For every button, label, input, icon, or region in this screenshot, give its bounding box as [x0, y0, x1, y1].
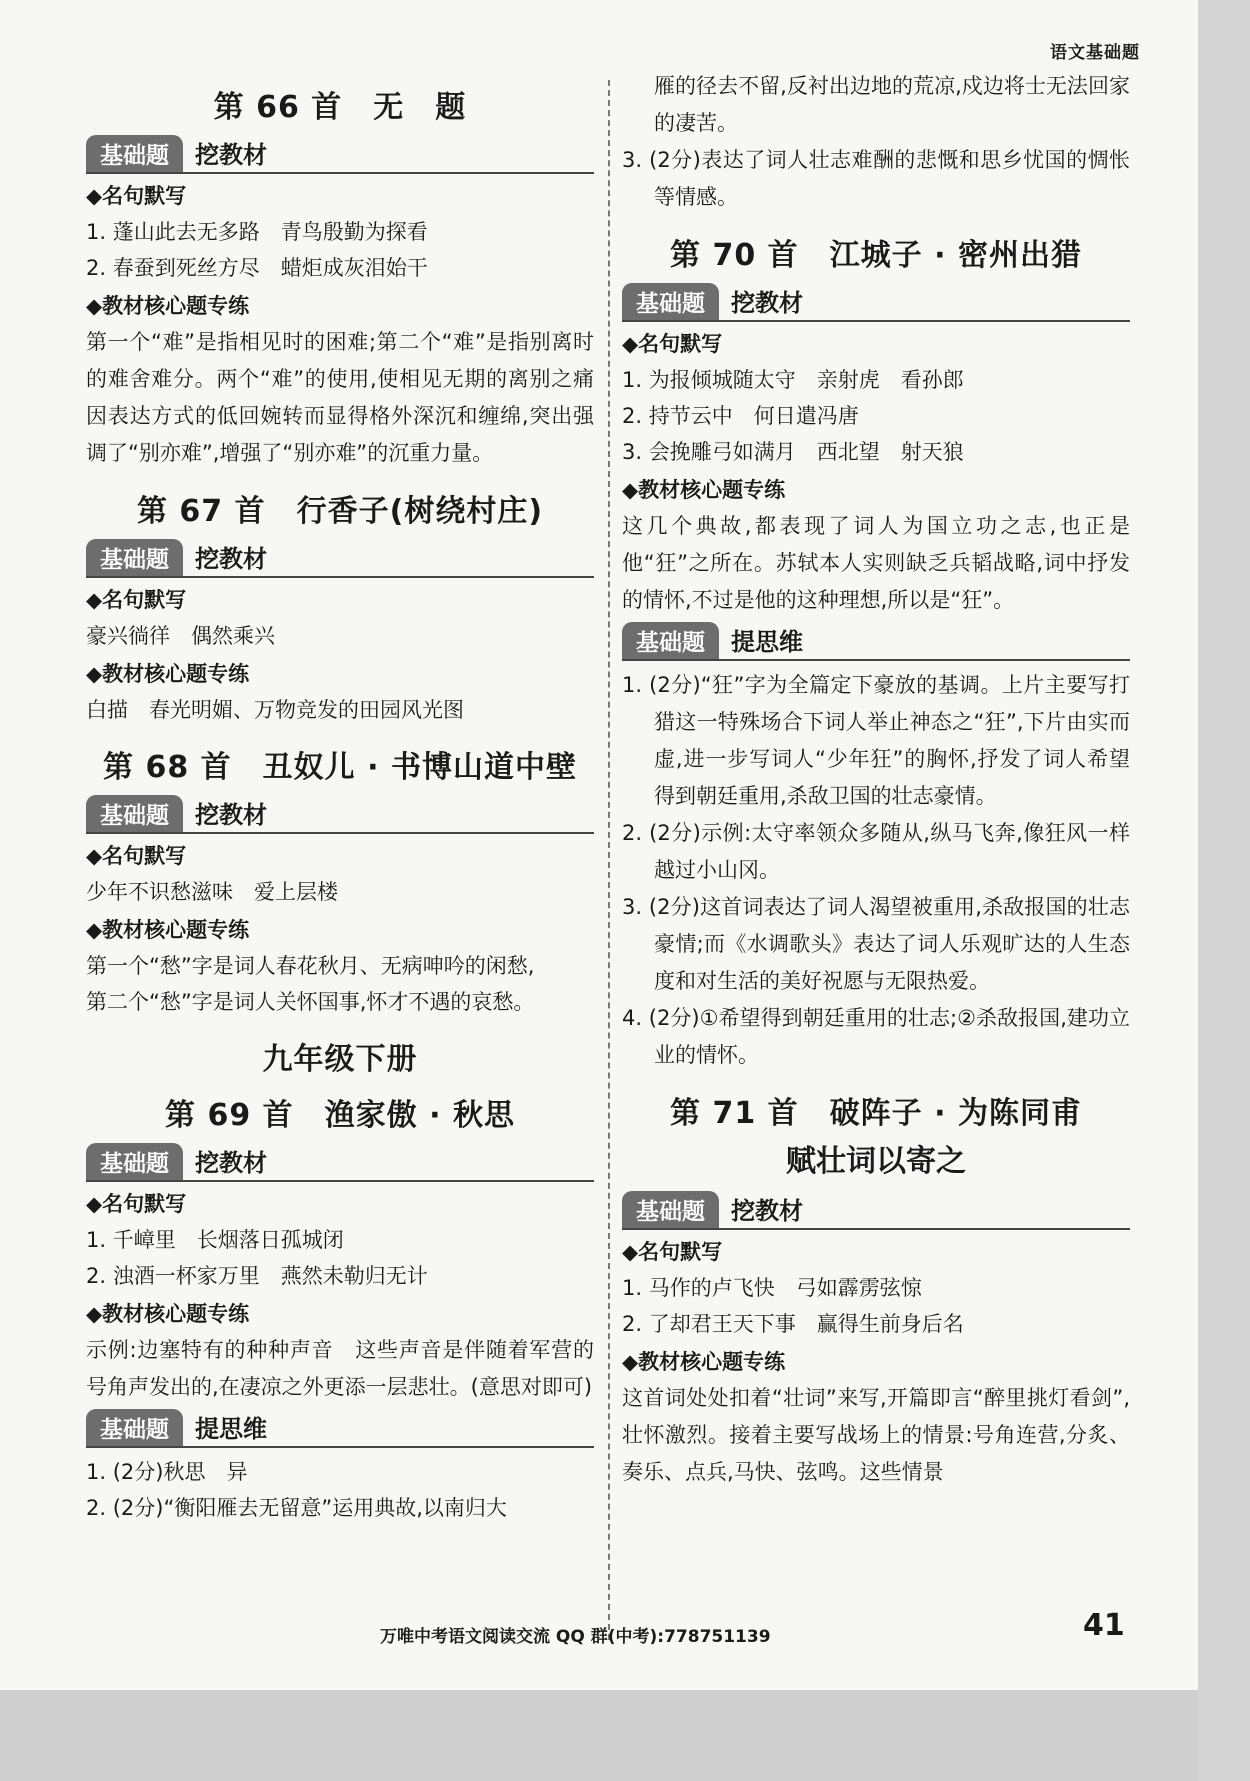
- answer-line: 1. 蓬山此去无多路 青鸟殷勤为探看: [86, 220, 428, 244]
- tag-badge: 基础题: [86, 539, 183, 576]
- scan-margin-right: [1198, 0, 1250, 1781]
- answer-paragraph: 这首词处处扣着“壮词”来写,开篇即言“醉里挑灯看剑”,壮怀激烈。接着主要写战场上的情景:号角连营,分炙、奏乐、点兵,马快、弦鸣。这些情景: [622, 1386, 1130, 1484]
- answer-line: 第一个“愁”字是词人春花秋月、无病呻吟的闲愁,: [86, 954, 535, 978]
- section-tag: [86, 798, 594, 834]
- poem-66-title: 第 66 首 无 题: [213, 90, 467, 125]
- tag-label: 挖教材: [195, 141, 267, 169]
- tag-badge: 基础题: [622, 1191, 719, 1228]
- core-heading: ◆教材核心题专练: [622, 1350, 786, 1374]
- tag-label: 挖教材: [731, 1197, 803, 1225]
- poem-70-title: 第 70 首 江城子 · 密州出猎: [670, 238, 1082, 273]
- tag-badge: 基础题: [86, 795, 183, 832]
- grade-title: 九年级下册: [262, 1042, 418, 1077]
- answer-line: 1. 为报倾城随太守 亲射虎 看孙郎: [622, 368, 964, 392]
- answer-paragraph: 示例:边塞特有的种种声音 这些声音是伴随着军营的号角声发出的,在凄凉之外更添一层悲壮。(意思对即可): [86, 1338, 594, 1399]
- recite-heading: ◆名句默写: [86, 588, 187, 612]
- core-heading: ◆教材核心题专练: [86, 294, 250, 318]
- tag-label: 挖教材: [195, 545, 267, 573]
- core-heading: ◆教材核心题专练: [86, 918, 250, 942]
- right-column: [622, 68, 1130, 1491]
- answer-line: 少年不识愁滋味 爱上层楼: [86, 880, 338, 904]
- answer-paragraph: 4. (2分)①希望得到朝廷重用的壮志;②杀敌报国,建功立业的情怀。: [622, 1006, 1130, 1067]
- section-tag: [622, 1194, 1130, 1230]
- left-column: [86, 68, 594, 1526]
- answer-line: 1. (2分)秋思 异: [86, 1460, 248, 1484]
- answer-paragraph: 这几个典故,都表现了词人为国立功之志,也正是他“狂”之所在。苏轼本人实则缺乏兵韬战略,词中抒发的情怀,不过是他的这种理想,所以是“狂”。: [622, 514, 1130, 612]
- tag-badge: 基础题: [622, 622, 719, 659]
- section-tag: [86, 138, 594, 174]
- answer-line: 1. 千嶂里 长烟落日孤城闭: [86, 1228, 344, 1252]
- answer-paragraph: 2. (2分)示例:太守率领众多随从,纵马飞奔,像狂风一样越过小山冈。: [622, 821, 1130, 882]
- recite-heading: ◆名句默写: [622, 332, 723, 356]
- answer-paragraph: 雁的径去不留,反衬出边地的荒凉,戍边将士无法回家的凄苦。: [654, 74, 1130, 135]
- section-tag: [622, 625, 1130, 661]
- recite-heading: ◆名句默写: [86, 1192, 187, 1216]
- column-divider: [608, 80, 610, 1640]
- poem-67-title: 第 67 首 行香子(树绕村庄): [136, 494, 544, 529]
- answer-line: 2. (2分)“衡阳雁去无留意”运用典故,以南归大: [86, 1496, 507, 1520]
- scan-margin-bottom: [0, 1690, 1250, 1781]
- answer-paragraph: 3. (2分)表达了词人壮志难酬的悲慨和思乡忧国的惆怅等情感。: [622, 148, 1130, 209]
- page-header: 语文基础题: [1050, 43, 1140, 63]
- answer-line: 第二个“愁”字是词人关怀国事,怀才不遇的哀愁。: [86, 990, 535, 1014]
- recite-heading: ◆名句默写: [622, 1240, 723, 1264]
- section-tag: [86, 542, 594, 578]
- tag-label: 挖教材: [731, 289, 803, 317]
- core-heading: ◆教材核心题专练: [622, 478, 786, 502]
- poem-69-title: 第 69 首 渔家傲 · 秋思: [165, 1098, 515, 1133]
- tag-label: 挖教材: [195, 1149, 267, 1177]
- answer-line: 2. 持节云中 何日遣冯唐: [622, 404, 859, 428]
- answer-line: 2. 春蚕到死丝方尽 蜡炬成灰泪始干: [86, 256, 428, 280]
- core-heading: ◆教材核心题专练: [86, 662, 250, 686]
- poem-71-title: 第 71 首 破阵子 · 为陈同甫: [670, 1096, 1082, 1131]
- answer-line: 2. 浊酒一杯家万里 燕然未勒归无计: [86, 1264, 428, 1288]
- answer-line: 豪兴徜徉 偶然乘兴: [86, 624, 275, 648]
- section-tag: [86, 1412, 594, 1448]
- recite-heading: ◆名句默写: [86, 184, 187, 208]
- poem-68-title: 第 68 首 丑奴儿 · 书博山道中壁: [103, 750, 577, 785]
- answer-paragraph: 3. (2分)这首词表达了词人渴望被重用,杀敌报国的壮志豪情;而《水调歌头》表达了词人乐观旷达的人生态度和对生活的美好祝愿与无限热爱。: [622, 895, 1130, 993]
- recite-heading: ◆名句默写: [86, 844, 187, 868]
- tag-label: 提思维: [195, 1415, 267, 1443]
- answer-paragraph: 1. (2分)“狂”字为全篇定下豪放的基调。上片主要写打猎这一特殊场合下词人举止神态之“狂”,下片由实而虚,进一步写词人“少年狂”的胸怀,抒发了词人希望得到朝廷重用,杀敌卫国的壮志豪情。: [622, 673, 1130, 808]
- tag-badge: 基础题: [86, 135, 183, 172]
- answer-line: 1. 马作的卢飞快 弓如霹雳弦惊: [622, 1276, 922, 1300]
- tag-label: 挖教材: [195, 801, 267, 829]
- tag-badge: 基础题: [86, 1143, 183, 1180]
- section-tag: [622, 286, 1130, 322]
- core-heading: ◆教材核心题专练: [86, 1302, 250, 1326]
- answer-line: 3. 会挽雕弓如满月 西北望 射天狼: [622, 440, 964, 464]
- tag-label: 提思维: [731, 628, 803, 656]
- answer-line: 白描 春光明媚、万物竞发的田园风光图: [86, 698, 464, 722]
- tag-badge: 基础题: [622, 283, 719, 320]
- answer-paragraph: 第一个“难”是指相见时的困难;第二个“难”是指别离时的难舍难分。两个“难”的使用,使相见无期的离别之痛因表达方式的低回婉转而显得格外深沉和缠绵,突出强调了“别亦难”,增强了“别亦难”的沉重力量。: [86, 330, 594, 465]
- tag-badge: 基础题: [86, 1409, 183, 1446]
- page-number: 41: [1083, 1608, 1125, 1643]
- answer-line: 2. 了却君王天下事 赢得生前身后名: [622, 1312, 964, 1336]
- poem-71-title-cont: 赋壮词以寄之: [786, 1144, 966, 1179]
- page-footer: 万唯中考语文阅读交流 QQ 群(中考):778751139: [380, 1627, 771, 1647]
- section-tag: [86, 1146, 594, 1182]
